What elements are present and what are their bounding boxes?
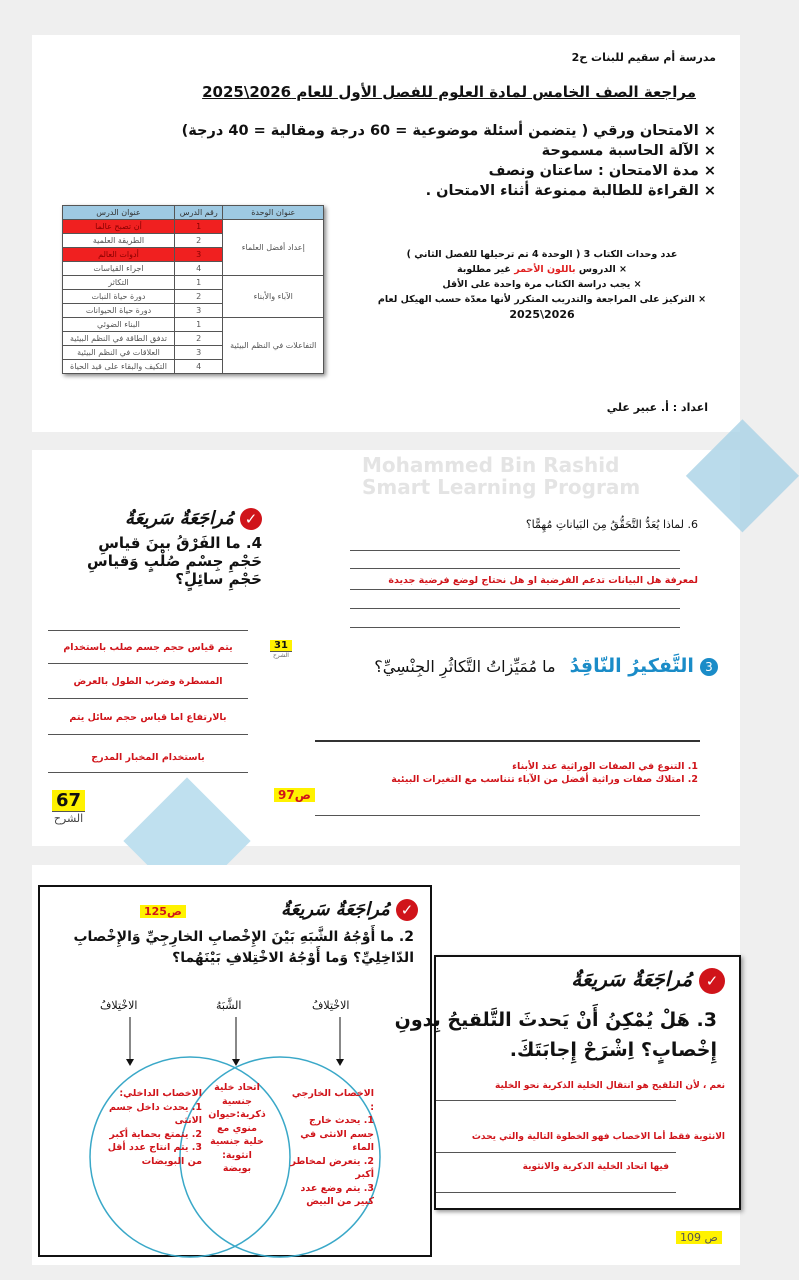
table-row (63, 318, 324, 332)
label-similarity: الشَّبَهُ (216, 999, 242, 1012)
section-heading: مُراجَعَةٌ سَريعَةٌ (125, 508, 234, 529)
section-heading: التَّفكيرُ النّاقِدُ (569, 655, 694, 677)
lesson-number: 3 (174, 304, 223, 318)
external-fertilization: الاخصاب الخارجي : 1. يحدث خارج جسم الانثى في الماء 2. يتعرض لمخاطر أكبر 3. يتم وضع عدد كبير من البيض (290, 1088, 374, 1207)
lesson-title: التكاثر (63, 276, 175, 290)
page-ref-125: ص125 (140, 905, 186, 918)
question-3-box (394, 955, 741, 1210)
answer-line: بالارتفاع اما قياس حجم سائل يتم (69, 712, 227, 723)
lesson-number: 2 (174, 234, 223, 248)
watermark: Mohammed Bin Rashid Smart Learning Program (362, 453, 641, 499)
answer-line: الانثوية فقط أما الاخصاب فهو الخطوة التالية والتي يحدث (471, 1132, 725, 1142)
lesson-title: أدوات العالم (63, 248, 175, 262)
page-title: مراجعة الصف الخامس لمادة العلوم للفصل الأول للعام 2026\2025 (202, 83, 696, 101)
rule-item: × الامتحان ورقي ( يتضمن أسئلة موضوعية = 60 درجة ومقالية = 40 درجة) (181, 123, 716, 139)
notes (372, 247, 712, 322)
page-2 (32, 450, 740, 846)
label-difference-internal: الاخْتِلافُ (100, 999, 138, 1012)
col-header: عنوان الدرس (63, 206, 175, 220)
rule-item: × مدة الامتحان : ساعتان ونصف (488, 163, 716, 179)
lesson-title: دورة حياة النبات (63, 290, 175, 304)
answer-line: يتم قياس حجم جسم صلب باستخدام (63, 642, 233, 653)
page-1 (32, 35, 740, 432)
decor-shape (686, 419, 799, 532)
page-ref-109: ص 109 (676, 1231, 722, 1244)
question-2: 2. ما أَوْجُهُ الشَّبَهِ بَيْنَ الإِخْصابِ الخارِجِيِّ وَالإِخْصابِ الدّاخِلِيِّ؟ وَما أَوْجُهُ الاخْتِلافِ بَيْنَهُما؟ (73, 929, 414, 966)
unit-cell: الآباء والأبناء (223, 276, 324, 318)
table-row (63, 276, 324, 290)
answer-line: باستخدام المخبار المدرج (91, 752, 205, 763)
lesson-title: دورة حياة الحيوانات (63, 304, 175, 318)
lesson-title: تدفق الطاقة في النظم البيئية (63, 332, 175, 346)
question-6: 6. لماذا يُعَدُّ التَّحَقُّقُ مِنَ البَياناتِ مُهِمًّا؟ (525, 518, 698, 531)
divider (315, 740, 700, 742)
lesson-number: 2 (174, 290, 223, 304)
critical-question: ما مُمَيِّزاتُ التَّكاثُرِ الجِنْسِيِّ؟ (374, 657, 556, 676)
similarity-text: اتحاد خلية جنسية ذكرية:حيوان منوي مع خلية جنسية انثوية: بويضة (208, 1082, 266, 1174)
lesson-number: 1 (174, 220, 223, 234)
note: 2026\2025 (509, 308, 575, 321)
critical-thinking (374, 655, 718, 677)
lesson-number: 1 (174, 276, 223, 290)
lesson-number: 1 (174, 318, 223, 332)
lesson-number: 4 (174, 262, 223, 276)
page-ref-67: 67 الشرح (53, 790, 84, 825)
lesson-number: 3 (174, 346, 223, 360)
rule-item: × القراءة للطالبة ممنوعة أثناء الامتحان . (425, 183, 716, 199)
lesson-title: العلاقات في النظم البيئية (63, 346, 175, 360)
lesson-title: البناء الضوئي (63, 318, 175, 332)
school-name: مدرسة أم سقيم للبنات ح2 (571, 51, 716, 64)
exam-rules (46, 121, 716, 201)
number-badge: 3 (700, 658, 718, 676)
answer-line: 1. التنوع في الصفات الوراثية عند الأبناء (512, 761, 698, 772)
label-difference-external: الاخْتِلافُ (312, 999, 350, 1012)
page-3 (32, 865, 740, 1265)
answer-line: نعم ، لأن التلقيح هو انتقال الخلية الذكرية نحو الخلية (494, 1081, 725, 1091)
answer-line: فيها اتحاد الخلية الذكرية والانثوية (522, 1162, 669, 1172)
page-ref-31: 31 الشرح (270, 640, 292, 659)
rule-item: × الآلة الحاسبة مسموحة (541, 143, 716, 159)
lesson-title: الطريقة العلمية (63, 234, 175, 248)
quick-review-heading: ✓ مُراجَعَةٌ سَريعَةٌ (571, 967, 725, 994)
check-icon: ✓ (699, 968, 725, 994)
unit-cell: إعداد أفضل العلماء (223, 220, 324, 276)
lesson-number: 2 (174, 332, 223, 346)
quick-review-heading: ✓ مُراجَعَةٌ سَريعَةٌ (281, 899, 418, 921)
col-header: عنوان الوحدة (223, 206, 324, 220)
table-row (63, 220, 324, 234)
note: × الدروس باللون الأحمر غير مطلوبة (456, 264, 627, 275)
check-icon: ✓ (396, 899, 418, 921)
lesson-title: اجراء القياسات (63, 262, 175, 276)
lesson-title: أن تصبح عالما (63, 220, 175, 234)
lesson-number: 3 (174, 248, 223, 262)
question-4: 4. ما الفَرْقُ بينَ قياسِ حَجْمِ جِسْمٍ صُلْبٍ وَقياسِ حَجْمِ سائِلٍ؟ (87, 534, 262, 588)
page-ref-97: ص97 (274, 788, 315, 802)
answer-line: 2. امتلاك صفات وراثية أفضل من الآباء تتناسب مع التغيرات البيئية (391, 774, 698, 785)
col-header: رقم الدرس (174, 206, 223, 220)
answer-6: لمعرفة هل البيانات تدعم الفرضية او هل نحتاج لوضع فرضية جديدة (388, 575, 698, 586)
note: عدد وحدات الكتاب 3 ( الوحدة 4 تم ترحيلها للفصل الثاني ) (406, 249, 678, 260)
quick-review-4 (62, 508, 262, 588)
question-2-box (38, 885, 432, 1257)
answer-line: المسطرة وضرب الطول بالعرض (73, 676, 223, 687)
check-icon: ✓ (240, 508, 262, 530)
note: × التركيز على المراجعة والتدريب المتكرر لأنها معدّة حسب الهيكل لعام (377, 294, 707, 305)
internal-fertilization: الاخصاب الداخلي: 1. يحدث داخل جسم الانثى 2. يتمتع بحماية أكبر 3. يتم انتاج عدد أقل من البويضات (107, 1088, 202, 1167)
lesson-title: التكيف والبقاء على قيد الحياة (63, 360, 175, 374)
critical-answer (391, 760, 698, 786)
note: × يجب دراسة الكتاب مرة واحدة على الأقل (442, 279, 642, 290)
question-3: 3. هَلْ يُمْكِنُ أَنْ يَحدثَ التَّلقيحُ بِدونِ إِخْصابٍ؟ اِشْرَحْ إِجابَتَكَ. (394, 1009, 717, 1061)
lessons-table (62, 205, 324, 374)
lesson-number: 4 (174, 360, 223, 374)
unit-cell: التفاعلات في النظم البيئية (223, 318, 324, 374)
author: اعداد : أ. عبير علي (606, 401, 708, 414)
